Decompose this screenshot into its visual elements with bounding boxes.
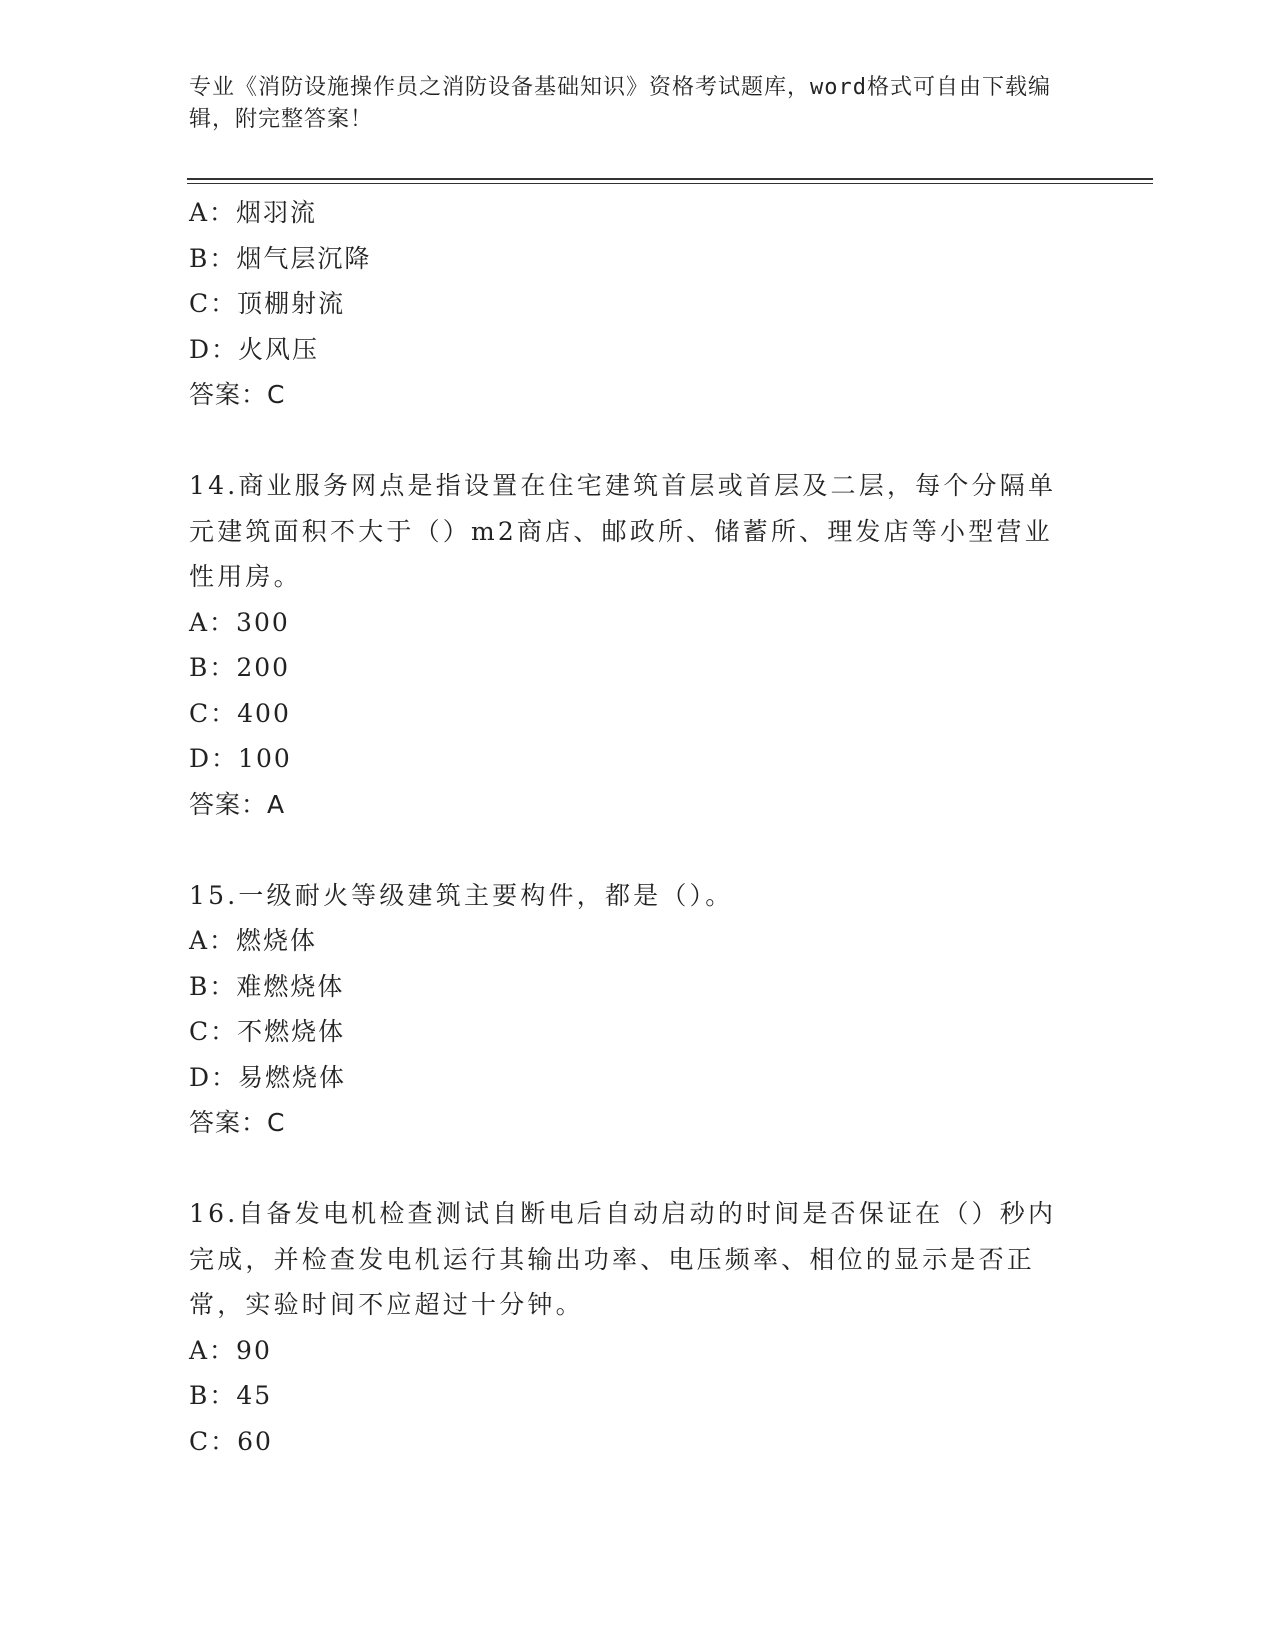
question-list [189,190,1069,1464]
option-a: A：300 [189,607,290,637]
option-a: A：燃烧体 [189,926,318,955]
header-divider-thick [187,178,1153,180]
option-d: D：100 [189,744,292,773]
answer-line: 答案：C [189,380,286,409]
option-c: C：400 [189,698,291,728]
question-stem: 15.一级耐火等级建筑主要构件，都是（）。 [189,880,734,910]
option-b: B：200 [189,653,291,682]
header-divider-thin [187,183,1153,184]
answer-line: 答案：C [189,1108,286,1137]
option-b: B：烟气层沉降 [189,243,372,273]
option-d: D：火风压 [189,334,320,364]
answer-line: 答案：A [189,789,286,819]
document-header: 专业《消防设施操作员之消防设备基础知识》资格考试题库，word格式可自由下载编辑，附完整答案！ [189,75,1051,132]
option-a: A：烟羽流 [189,198,318,227]
option-c: C：不燃烧体 [189,1017,346,1046]
question-13-block [189,190,1069,418]
option-c: C：顶棚射流 [189,289,346,318]
option-b: B：45 [189,1381,273,1410]
question-14-block [189,463,1069,827]
spacer [189,418,1069,464]
question-stem: 14.商业服务网点是指设置在住宅建筑首层或首层及二层，每个分隔单元建筑面积不大于（）m2商店、邮政所、储蓄所、理发店等小型营业性用房。 [189,471,1057,591]
question-15-block [189,873,1069,1146]
option-d: D：易燃烧体 [189,1062,347,1092]
spacer [189,1146,1069,1192]
question-stem: 16.自备发电机检查测试自断电后自动启动的时间是否保证在（）秒内完成，并检查发电机运行其输出功率、电压频率、相位的显示是否正常，实验时间不应超过十分钟。 [189,1199,1057,1319]
option-b: B：难燃烧体 [189,971,345,1001]
option-a: A：90 [189,1335,272,1365]
spacer [189,827,1069,873]
question-16-block [189,1191,1069,1464]
option-c: C：60 [189,1426,273,1456]
